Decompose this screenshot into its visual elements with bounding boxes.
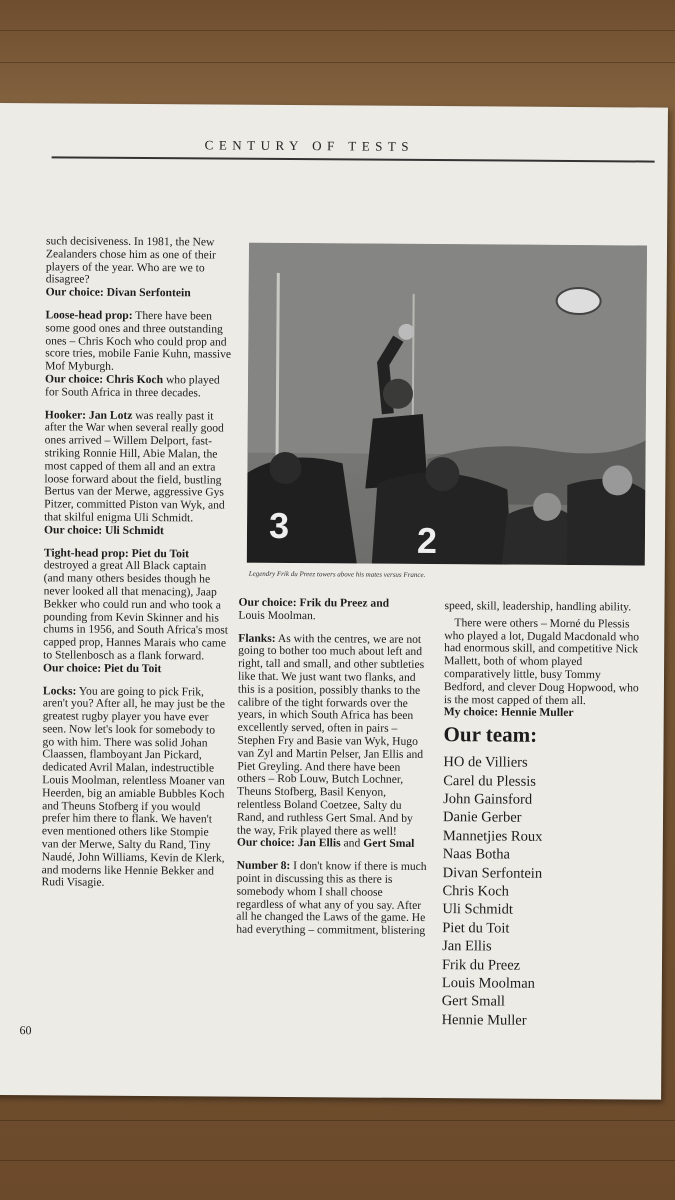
number-8-choice: My choice: Hennie Muller [443,705,574,720]
photo-caption: Legendry Frik du Preez towers above his mates versus France. [248,569,426,579]
team-member: HO de Villiers [443,754,528,771]
locks-text: You are going to pick Frik, aren't you? After all, he may just be the greatest rugby player you have ever seen. Now let's look for somebody to go with him. There was solid Johan Claassen, flamboyant Jan Pickard, dedicated Avril Malan, indestructible Louis Moolman, relentless Moaner van Heerden, big an amiable Bubbles Koch and Theuns Stofberg if you would prefer him there to flank. We haven't even mentioned others like Stompie van der Merwe, Salty du Rand, Tiny Naudé, John Williams, Kevin de Klerk, and moderns like Hennie Bekker and Rudi Visagie. [41,684,225,890]
team-member: Piet du Toit [442,919,510,937]
column-2 [236,597,428,948]
team-member: Carel du Plessis [443,772,536,790]
flanks-choice-and: and [343,836,361,850]
column-3 [442,600,641,1031]
tight-head-paragraph [43,547,230,676]
page-number: 60 [19,1023,32,1038]
flanks-paragraph [237,632,429,851]
column-1 [41,235,232,901]
locks-paragraph [42,685,229,891]
number-8-continued-text: speed, skill, leadership, handling ability. [444,599,632,614]
flanks-text: As with the centres, we are not going to bother too much about left and right, tall and small, and other subtleties like that. We just want two flanks, and this is a position, possibly thanks to the calibre of the tight forwards over the years, in which South Africa has been excellently served, often in pairs – Stephen Fry and Basie van Wyk, Hugo van Zyl and Martin Pelser, Jan Ellis and Piet Greyling. And there have been others – Rob Louw, Butch Lochner, Theuns Stofberg, Basil Kenyon, relentless Boland Coetzee, Salty du Rand, and ruthless Gert Smal. And by the way, Frik played there as well! [236,631,425,838]
team-member: Divan Serfontein [442,864,543,882]
loose-head-label: Loose-head prop: [45,308,133,322]
team-member: Hennie Muller [441,1011,527,1029]
number-8-label: Number 8: [236,858,291,873]
hooker-paragraph [44,409,231,538]
intro-text: such decisiveness. In 1981, the New Zealanders chose him as one of their players of the year. Who are we to disagree? [45,234,216,287]
number-8-continued [444,600,640,614]
scrum-half-choice: Our choice: Divan Serfontein [45,285,191,300]
team-member: Mannetjies Roux [442,827,543,845]
locks-choice-text: Louis Moolman. [238,608,316,623]
locks-choice-paragraph [238,597,428,624]
hooker-text: was really past it after the War when several really good ones arrived – Willem Delport, fast-striking Ronnie Hill, Abie Malan, the most capped of them all and an extra loose forward about the field, bustling Bertus van der Merwe, aggressive Gys Pitzer, committed Piston van Wyk, and that skilful enigma Uli Schmidt. [44,408,225,525]
tight-head-choice: Our choice: Piet du Toit [43,661,162,675]
running-title: CENTURY OF TESTS [204,137,415,154]
team-member: Danie Gerber [442,809,522,827]
number-8-text: I don't know if there is much point in discussing this as there is somebody whom I shall choose regardless of what any of you say. After all he changed the Laws of the game. He had everything – commitment, blistering [236,859,427,938]
tight-head-text: destroyed a great All Black captain (and many others besides though he never looked all that menacing), Jaap Bekker who could run and who took a pounding from Kevin Skinner and his chums in 1956, and South Africa's most capped prop, Hannes Marais who came to Stellenbosch as a flank forward. [43,558,229,663]
team-member: John Gainsford [443,791,533,808]
team-member: Uli Schmidt [442,901,513,919]
team-heading: Our team: [443,722,538,747]
team-member: Naas Botha [442,846,511,863]
jersey-number-3: 3 [268,504,290,547]
loose-head-text: There have been some good ones and three outstanding ones – Chris Koch who could prop and score tries, mobile Fanie Kuhn, massive Mof Myburgh. [45,308,232,373]
hooker-label: Hooker: Jan Lotz [44,407,133,422]
others-paragraph [444,617,641,721]
loose-head-paragraph [45,309,232,400]
loose-head-choice-text: who played for South Africa in three decades. [44,373,220,400]
rugby-lineout-photo [247,243,647,566]
flanks-label: Flanks: [238,631,276,645]
team-list [442,753,640,1030]
team-member: Louis Moolman [441,975,535,992]
team-member: Jan Ellis [442,938,492,955]
others-text: There were others – Morné du Plessis who played a lot, Dugald Macdonald who had enormous skill, and competitive Nick Mallett, both of whom played comparatively little, busy Tommy Bedford, and clever Doug Hopwood, who is the most capped of them all. [443,615,640,707]
magazine-page [0,103,668,1100]
number-8-paragraph [236,860,427,938]
flanks-choice: Our choice: Jan Ellis [236,836,341,850]
team-member: Gert Small [441,993,506,1011]
header-rule [52,156,655,162]
flanks-choice-second: Gert Smal [363,836,415,851]
photo-illustration [247,243,647,566]
loose-head-choice: Our choice: Chris Koch [45,372,164,387]
jersey-number-2: 2 [416,519,438,562]
tight-head-label: Tight-head prop: Piet du Toit [43,545,190,560]
locks-choice: Our choice: Frik du Preez and [238,595,390,610]
intro-paragraph [46,235,232,300]
hooker-choice: Our choice: Uli Schmidt [43,523,164,537]
team-member: Frik du Preez [441,956,521,974]
locks-label: Locks: [42,683,77,698]
team-member: Chris Koch [442,883,510,900]
